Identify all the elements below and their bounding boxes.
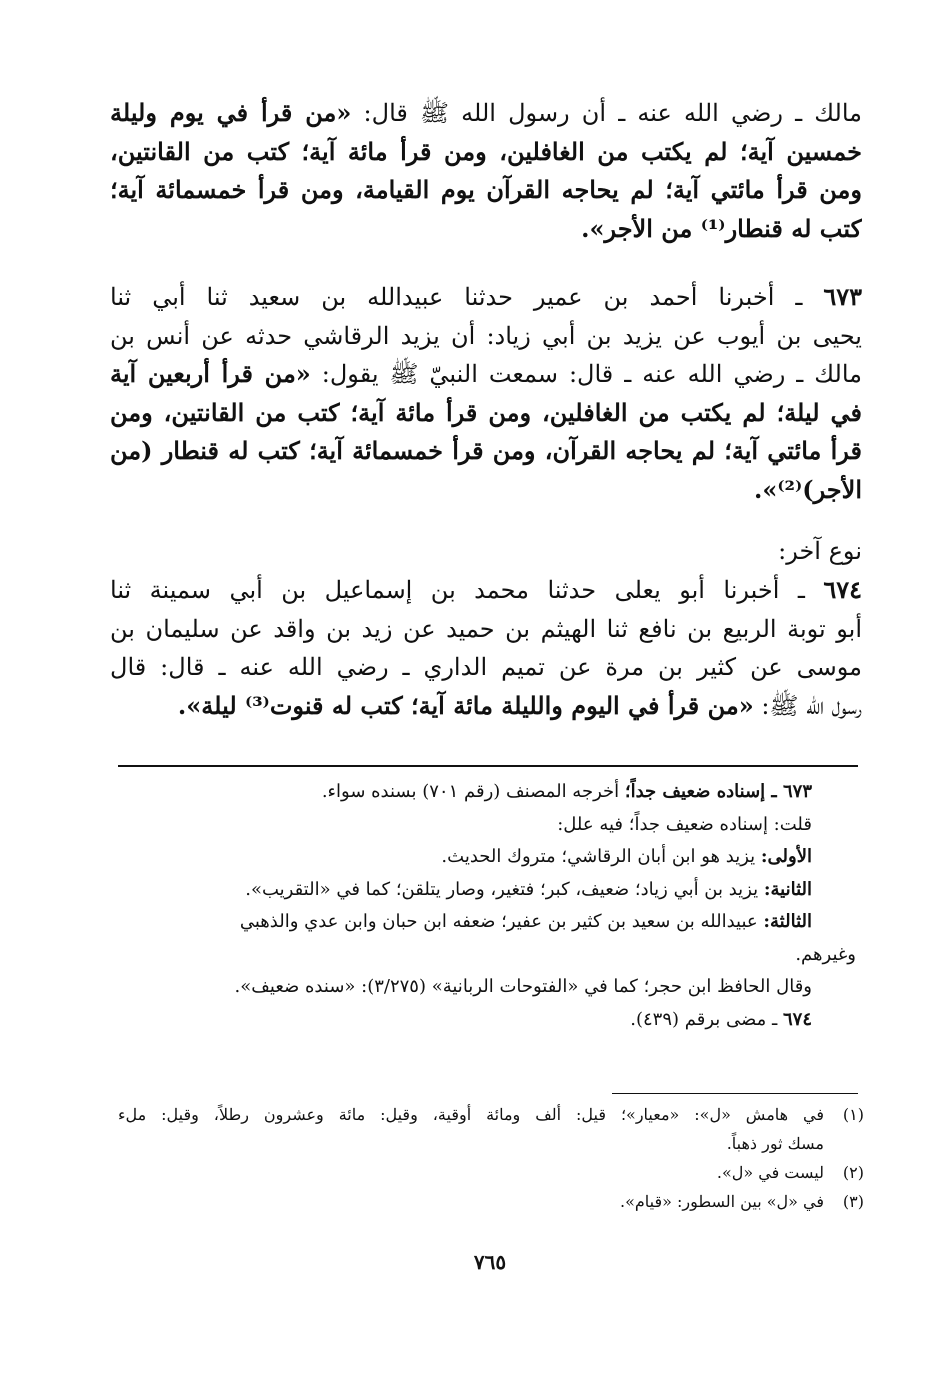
- note-line: الثانية: يزيد بن أبي زياد؛ ضعيف، كبر؛ فتغير، وصار يتلقن؛ كما في «التقريب».: [245, 878, 812, 900]
- text-line: مالك ـ رضي الله عنه ـ قال: سمعت النبيّ ﷺ يقول: «من قرأ أربعين آية: [110, 359, 862, 388]
- paragraph-continuation: [110, 94, 862, 248]
- text-line: يحيى بن أيوب عن يزيد بن أبي زياد: أن يزيد الرقاشي حدثه عن أنس بن: [110, 321, 862, 350]
- footnotes-divider: [612, 1093, 858, 1094]
- text-line: مالك ـ رضي الله عنه ـ أن رسول الله ﷺ قال: «من قرأ في يوم وليلة: [110, 98, 862, 127]
- hadith-673: [110, 278, 862, 509]
- page-number: ٧٦٥: [473, 1250, 507, 1274]
- footnote-marker: (١): [842, 1105, 864, 1124]
- hadith-674: [110, 571, 862, 725]
- footnote-2: [118, 1158, 864, 1187]
- note-line: وغيرهم.: [795, 943, 856, 965]
- text-line: رسول الله ﷺ: «من قرأ في اليوم والليلة مائة آية؛ كتب له قنوت⁽³⁾ ليلة».: [177, 690, 862, 720]
- text-line: موسى عن كثير بن مرة عن تميم الداري ـ رضي الله عنه ـ قال: قال: [110, 653, 862, 681]
- text-line: ٦٧٤ ـ أخبرنا أبو يعلى حدثنا محمد بن إسماعيل بن أبي سمينة ثنا: [110, 575, 862, 604]
- footnotes: [118, 1100, 864, 1216]
- commentary-notes: [118, 776, 856, 1036]
- footnote-line: ليست في «ل».: [716, 1163, 824, 1182]
- note-line: الأولى: يزيد هو ابن أبان الرقاشي؛ متروك الحديث.: [441, 846, 812, 867]
- text-line: في ليلة؛ لم يكتب من الغافلين، ومن قرأ مائة آية؛ كتب من القانتين، ومن: [110, 397, 862, 427]
- text-line: قرأ مائتي آية؛ لم يحاجه القرآن، ومن قرأ خمسمائة آية؛ كتب له قنطار (من: [110, 436, 862, 465]
- text-line: ٦٧٣ ـ أخبرنا أحمد بن عمير حدثنا عبيدالله بن سعيد ثنا أبي ثنا: [110, 282, 862, 311]
- hadith-number: ٦٧٣: [823, 282, 862, 311]
- footnote-marker: (٢): [842, 1163, 864, 1182]
- note-line: وقال الحافظ ابن حجر؛ كما في «الفتوحات الربانية» (٣/٢٧٥): «سنده ضعيف».: [234, 976, 812, 997]
- text-line: أبو توبة الربيع بن نافع ثنا الهيثم بن حميد عن زيد بن واقد عن سليمان بن: [110, 614, 862, 643]
- note-line: قلت: إسناده ضعيف جداً؛ فيه علل:: [557, 813, 812, 835]
- text-line: الأجر)⁽²⁾».: [754, 474, 862, 504]
- text-line: كتب له قنطار⁽¹⁾ من الأجر».: [581, 213, 862, 243]
- footnote-1: [118, 1100, 864, 1158]
- footnote-line: في «ل» بين السطور: «قيام».: [619, 1192, 824, 1211]
- hadith-number: ٦٧٤: [823, 575, 862, 604]
- footnote-marker: (٣): [842, 1192, 864, 1211]
- section-heading: نوع آخر:: [778, 537, 862, 565]
- text-line: ومن قرأ مائتي آية؛ لم يحاجه القرآن يوم القيامة، ومن قرأ خمسمائة آية؛: [110, 175, 862, 204]
- footnote-3: [118, 1187, 864, 1216]
- footnote-line: مسك ثور ذهباً.: [726, 1134, 824, 1153]
- note-line: ٦٧٤ ـ مضى برقم (٤٣٩).: [630, 1008, 812, 1030]
- notes-divider: [118, 765, 858, 767]
- note-line: الثالثة: عبيدالله بن سعيد بن كثير بن عفير؛ ضعفه ابن حبان وابن عدي والذهبي: [239, 911, 812, 932]
- footnote-line: في هامش «ل»: «معيار»؛ قيل: ألف ومائة أوقية، وقيل: مائة وعشرون رطلاً، وقيل: ملء: [118, 1105, 824, 1124]
- note-line: ٦٧٣ ـ إسناده ضعيف جداً؛ أخرجه المصنف (رقم ٧٠١) بسنده سواء.: [321, 781, 812, 802]
- text-line: خمسين آية؛ لم يكتب من الغافلين، ومن قرأ مائة آية؛ كتب من القانتين،: [110, 136, 862, 166]
